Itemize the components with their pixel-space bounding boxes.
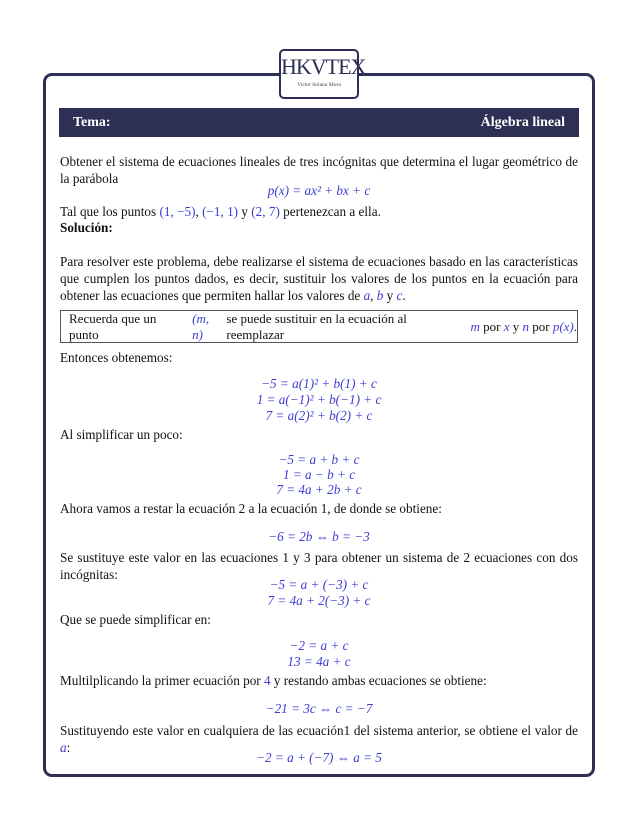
paragraph-1: [60, 253, 578, 304]
solution-label: Solución:: [60, 220, 113, 235]
points-joiner: y: [241, 204, 248, 219]
s6-equation: −21 = 3c ⇔ c = −7: [265, 701, 373, 716]
parabola-equation: [60, 183, 578, 199]
note-point: (m, n): [192, 310, 210, 342]
var-b: b: [376, 288, 384, 303]
point-3: (2, 7): [251, 204, 280, 219]
s2-equation-3: 7 = 4a + 2b + c: [276, 482, 362, 497]
s1-equation-2: 1 = a(−1)² + b(−1) + c: [256, 392, 382, 407]
s2-equation-2: 1 = a − b + c: [282, 467, 356, 482]
s2-equation-1: −5 = a + b + c: [278, 452, 360, 467]
note-text-2: se puede sustituir en la ecuación al reemplazar: [226, 310, 407, 342]
s4-text: Se sustituye este valor en las ecuaciones 1 y 3 para obtener un sistema de 2 ecuaciones con dos incógnitas:: [60, 550, 578, 582]
note-text-1: Recuerda que un punto: [69, 310, 157, 342]
logo-mark: HKVTEX: [281, 54, 366, 79]
s1-equation-3: 7 = a(2)² + b(2) + c: [265, 408, 373, 423]
paragraph-1-text: Para resolver este problema, debe realizarse el sistema de ecuaciones basado en las características que cumplen los puntos dados, es decir, sustituir los valores de los puntos en la ecuación para obtener las ecuaciones que permiten hallar los valores de: [60, 254, 578, 303]
s3-text: Ahora vamos a restar la ecuación 2 a la ecuación 1, de donde se obtiene:: [60, 501, 442, 516]
points-suffix: pertenezcan a ella.: [283, 204, 381, 219]
topic-banner: [59, 108, 579, 137]
note-px: p(x): [552, 318, 574, 334]
points-line: Tal que los puntos (1, −5), (−1, 1) y (2, 7) pertenezcan a ella.: [60, 204, 381, 219]
var-a: a: [363, 288, 371, 303]
var-c: c: [396, 288, 403, 303]
banner-label: Tema:: [73, 114, 111, 130]
note-text-5: por: [532, 318, 550, 334]
s4-equation-1: −5 = a + (−3) + c: [269, 577, 369, 592]
banner-topic: Álgebra lineal: [480, 114, 565, 130]
point-1: (1, −5): [159, 204, 196, 219]
s3-equation: −6 = 2b ⇔ b = −3: [268, 529, 370, 544]
note-text-3: por: [483, 318, 501, 334]
points-prefix: Tal que los puntos: [60, 204, 157, 219]
s5-text: Que se puede simplificar en:: [60, 612, 211, 627]
logo-author: Victor Solano Mora: [297, 82, 341, 88]
note-end: .: [573, 318, 577, 334]
s6-number: 4: [263, 673, 271, 688]
s2-text: Al simplificar un poco:: [60, 427, 183, 442]
s1-equation-1: −5 = a(1)² + b(1) + c: [261, 376, 377, 391]
s7-equation: −2 = a + (−7) ⇔ a = 5: [256, 750, 382, 765]
s6-text-after: y restando ambas ecuaciones se obtiene:: [273, 673, 487, 688]
paragraph-1-and: y: [386, 288, 394, 303]
s7-text-main: Sustituyendo este valor en cualquiera de las ecuación1 del sistema anterior, se obtiene el valor de: [60, 723, 578, 738]
reminder-note: [60, 310, 578, 343]
paragraph-1-end: .: [402, 288, 406, 303]
s1-text: Entonces obtenemos:: [60, 350, 173, 365]
s6-text-before: Multilplicando la primer ecuación por: [60, 673, 261, 688]
s7-var-a: a: [60, 740, 67, 755]
solution-heading: [60, 219, 578, 236]
s5-equation-1: −2 = a + c: [289, 638, 349, 653]
point-2: (−1, 1): [202, 204, 239, 219]
s4-equation-2: 7 = 4a + 2(−3) + c: [267, 593, 371, 608]
note-n: n: [522, 318, 529, 334]
paragraph-1-comma: ,: [370, 288, 374, 303]
note-x: x: [503, 318, 510, 334]
logo: [279, 49, 366, 99]
s5-equation-2: 13 = 4a + c: [287, 654, 351, 669]
s6-text: [60, 672, 578, 689]
note-text-4: y: [512, 318, 520, 334]
parabola-formula: p(x) = ax² + bx + c: [267, 183, 371, 198]
intro-text: Obtener el sistema de ecuaciones lineales de tres incógnitas que determina el lugar geométrico de la parábola: [60, 154, 578, 186]
note-m: m: [470, 318, 480, 334]
s7-colon: :: [66, 740, 71, 755]
